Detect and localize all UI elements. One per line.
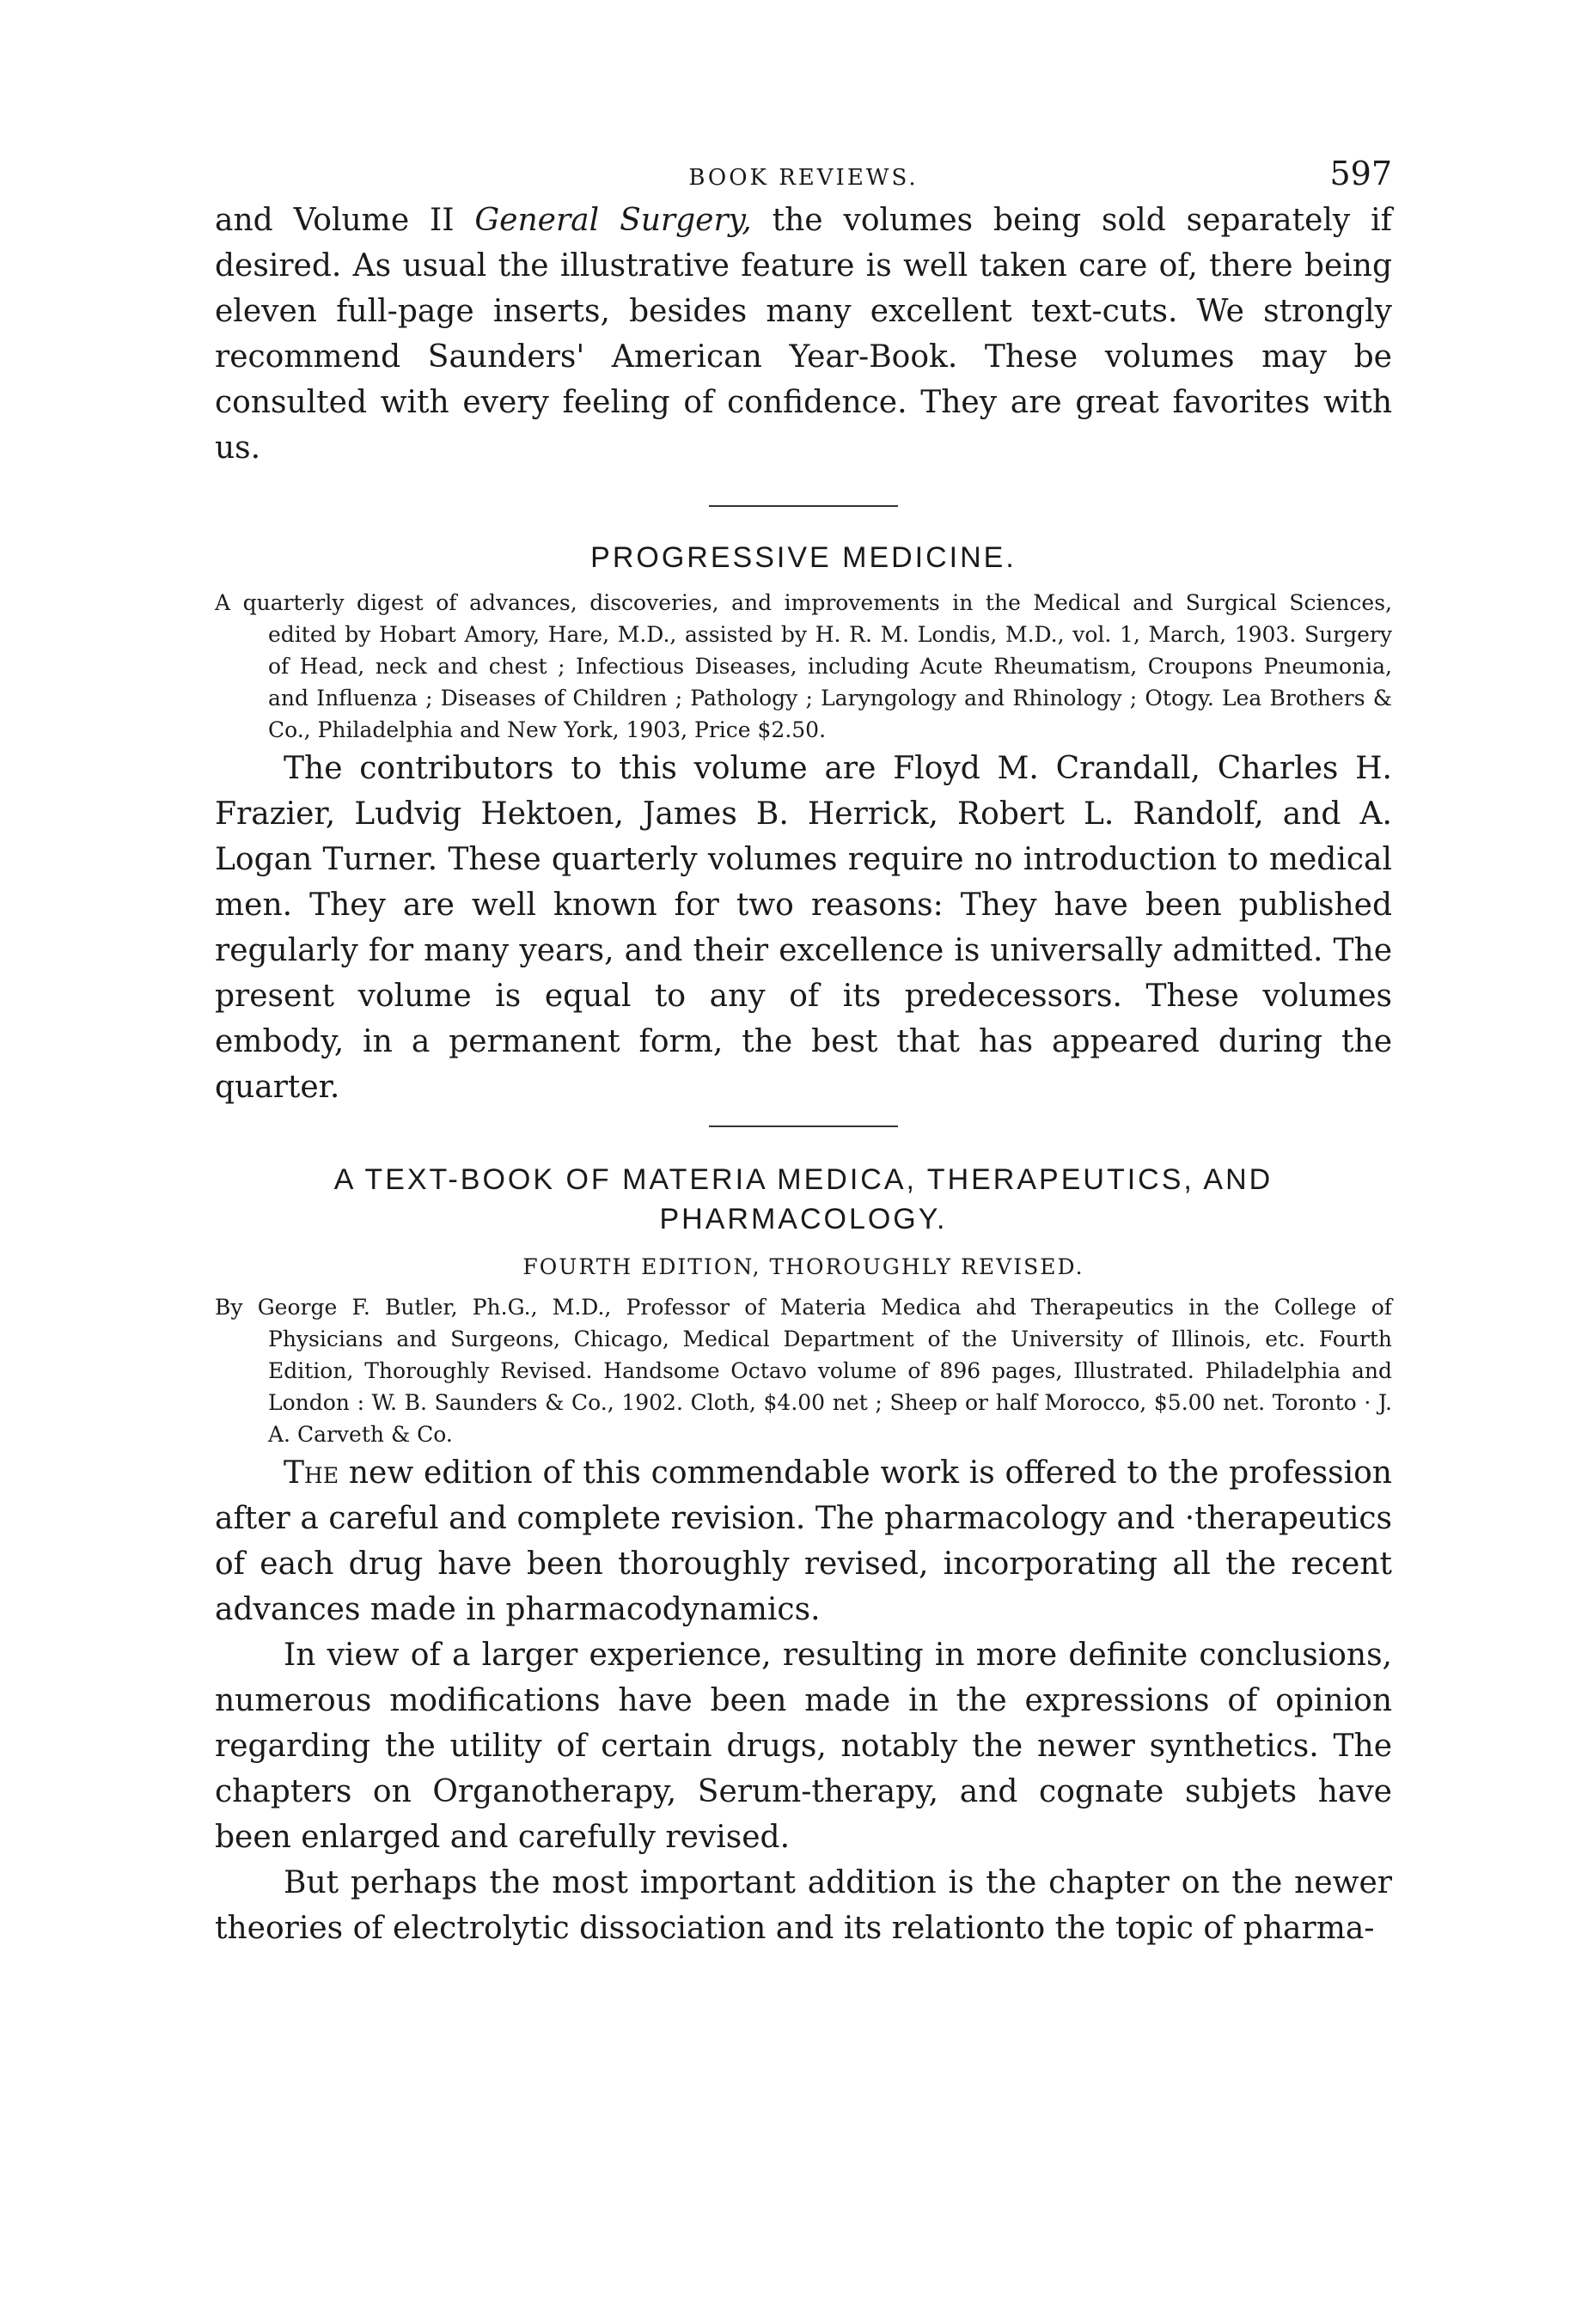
page-number: 597 xyxy=(1329,155,1392,192)
review-body-progressive-medicine: The contributors to this volume are Floyd M. Crandall, Charles H. Frazier, Ludvig Hektoen, James B. Herrick, Robert L. Randolf, and A. Logan Turner. These quarterly volumes require no introduction to medical men. They are well known for two reasons: They have been published regularly for many years, and their excellence is universally admitted. The present volume is equal to any of its predecessors. These volumes embody, in a permanent form, the best that has appeared during the quarter. xyxy=(215,751,1392,1105)
review-paragraph-2: In view of a larger experience, resulting in more definite conclusions, numerous modifications have been made in the expressions of opinion regarding the utility of certain drugs, notably the newer synthetics. The chapters on Organotherapy, Serum-therapy, and cognate subjets have been enlarged and carefully revised. xyxy=(215,1638,1392,1855)
review-paragraph-1 xyxy=(215,1450,1392,1632)
section-divider xyxy=(709,1125,898,1127)
continuation-text-end: the volumes being sold separately if desired. As usual the illustrative feature is well taken care of, there being eleven full-page inserts, besides many excellent text-cuts. We strongly recommend Saunders' American Year-Book. These volumes may be consulted with every feeling of confidence. They are great favorites with us. xyxy=(215,203,1393,466)
section-divider xyxy=(709,505,898,507)
review-title-materia-medica xyxy=(215,1160,1392,1239)
paragraph-lead-word: The xyxy=(284,1455,339,1491)
continuation-text-start: and Volume II xyxy=(215,203,475,238)
continuation-italic: General Surgery, xyxy=(474,203,752,238)
citation-materia-medica: By George F. Butler, Ph.G., M.D., Professor of Materia Medica ahd Therapeutics in the College of Physicians and Surgeons, Chicago, Medical Department of the University of Illinois, etc. Fourth Edition, Thoroughly Revised. Handsome Octavo volume of 896 pages, Illustrated. Philadelphia and London : W. B. Saunders & Co., 1902. Cloth, $4.00 net ; Sheep or half Morocco, $5.00 net. Toronto · J. A. Carveth & Co. xyxy=(215,1295,1392,1447)
citation-progressive-medicine: A quarterly digest of advances, discoveries, and improvements in the Medical and Surgical Sciences, edited by Hobart Amory, Hare, M.D., assisted by H. R. M. Londis, M.D., vol. 1, March, 1903. Surgery of Head, neck and chest ; Infectious Diseases, including Acute Rheumatism, Croupons Pneumonia, and Influenza ; Diseases of Children ; Pathology ; Laryngology and Rhinology ; Otogy. Lea Brothers & Co., Philadelphia and New York, 1903, Price $2.50. xyxy=(215,590,1392,742)
running-head xyxy=(215,146,1392,198)
continuation-paragraph xyxy=(215,198,1392,471)
page xyxy=(215,146,1392,1951)
review-title-line-2: PHARMACOLOGY. xyxy=(659,1203,948,1235)
running-title: BOOK REVIEWS. xyxy=(688,165,919,191)
review-title-progressive-medicine: PROGRESSIVE MEDICINE. xyxy=(590,541,1017,574)
review-title-line-1: A TEXT-BOOK OF MATERIA MEDICA, THERAPEUTICS, AND xyxy=(333,1163,1273,1196)
paragraph-1-text: new edition of this commendable work is offered to the profession after a careful and complete revision. The pharmacology and ·therapeutics of each drug have been thoroughly revised, incorporating all the recent advances made in pharmacodynamics. xyxy=(215,1455,1392,1627)
review-paragraph-3: But perhaps the most important addition is the chapter on the newer theories of electrolytic dissociation and its relationto the topic of pharma- xyxy=(215,1865,1392,1946)
edition-note: FOURTH EDITION, THOROUGHLY REVISED. xyxy=(522,1254,1084,1279)
